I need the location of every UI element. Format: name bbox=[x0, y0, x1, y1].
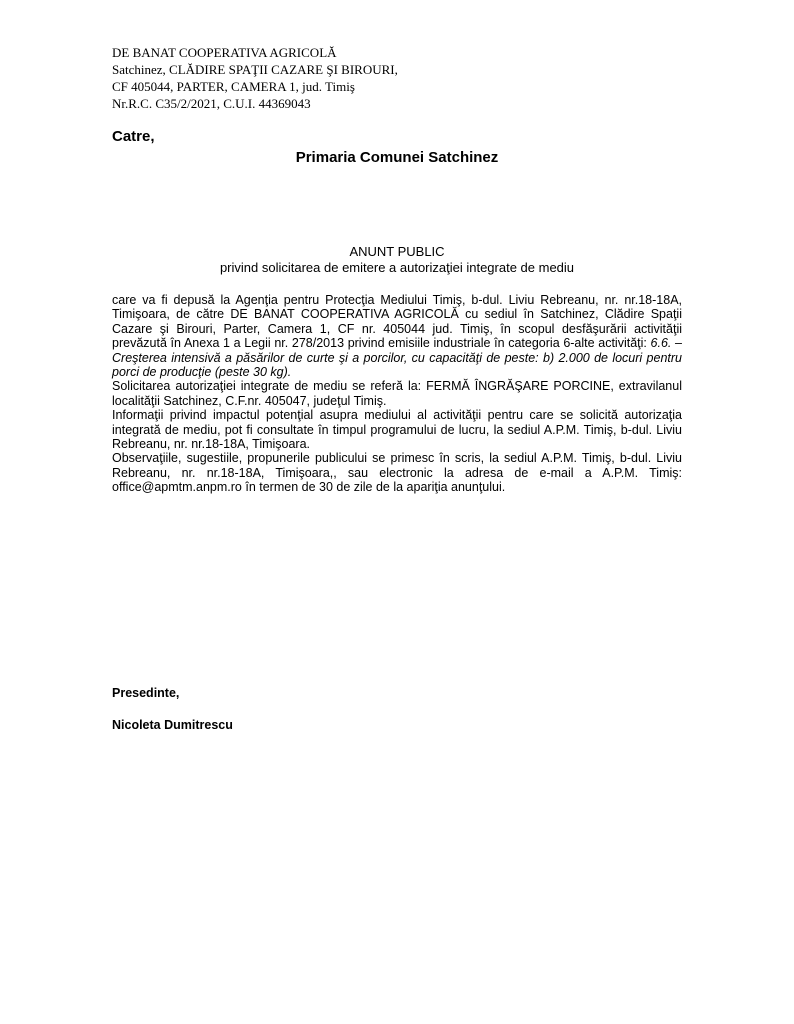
signature-title: Presedinte, bbox=[112, 686, 180, 700]
activity-description: care va fi depusă la Agenţia pentru Protecţia Mediului Timiş, b-dul. Liviu Rebreanu, nr. nr.18-18A, Timişoara, de către DE BANAT COOPERATIVA AGRICOLĂ cu sediul în Satchinez, Clădire Spaţii Cazare şi Birouri, Parter, Camera 1, CF nr. 405044 jud. Timiş, în scopul desfăşurării activităţii prevăzută în Anexa 1 a Legii nr. 278/2013 privind emisiile industriale în categoria 6-alte activităţi: bbox=[112, 293, 682, 351]
sender-line-registration: Nr.R.C. C35/2/2021, C.U.I. 44369043 bbox=[112, 96, 311, 111]
sender-line-address: Satchinez, CLĂDIRE SPAŢII CAZARE ŞI BIROURI, bbox=[112, 62, 398, 77]
announcement-subtitle: privind solicitarea de emitere a autorizaţiei integrate de mediu bbox=[219, 260, 575, 275]
body-paragraph-subject: Solicitarea autorizaţiei integrate de mediu se referă la: FERMĂ ÎNGRĂŞARE PORCINE, extravilanul localităţii Satchinez, C.F.nr. 405047, judeţul Timiş. bbox=[112, 379, 682, 408]
activity-category-detail: 6.6. – Creşterea intensivă a păsărilor de curte şi a porcilor, cu capacităţi de peste: b) 2.000 de locuri pentru porci de producţie (peste 30 kg). bbox=[112, 336, 682, 380]
sender-block bbox=[112, 44, 398, 112]
announcement-body bbox=[112, 293, 682, 495]
announcement-heading bbox=[112, 244, 682, 276]
sender-line-company: DE BANAT COOPERATIVA AGRICOLĂ bbox=[112, 45, 337, 60]
salutation: Catre, bbox=[112, 128, 155, 145]
body-paragraph-information: Informaţii privind impactul potenţial asupra mediului al activităţii pentru care se solicită autorizaţia integrată de mediu, pot fi consultate în timpul programului de lucru, la sediul A.P.M. Timiş, b-dul. Liviu Rebreanu, nr. nr.18-18A, Timişoara. bbox=[112, 408, 682, 452]
body-paragraph-observations: Observaţiile, sugestiile, propunerile publicului se primesc în scris, la sediul A.P.M. Timiş, b-dul. Liviu Rebreanu, nr. nr.18-18A, Timişoara,, sau electronic la adresa de e-mail a A.P.M. Timiş: office@apmtm.anpm.ro în termen de 30 de zile de la apariţia anunţului. bbox=[112, 451, 682, 495]
body-paragraph-activity bbox=[112, 293, 682, 379]
sender-line-cadastral: CF 405044, PARTER, CAMERA 1, jud. Timiş bbox=[112, 79, 355, 94]
signature-name: Nicoleta Dumitrescu bbox=[112, 718, 233, 732]
announcement-title: ANUNT PUBLIC bbox=[349, 244, 445, 259]
recipient-name: Primaria Comunei Satchinez bbox=[295, 149, 499, 166]
